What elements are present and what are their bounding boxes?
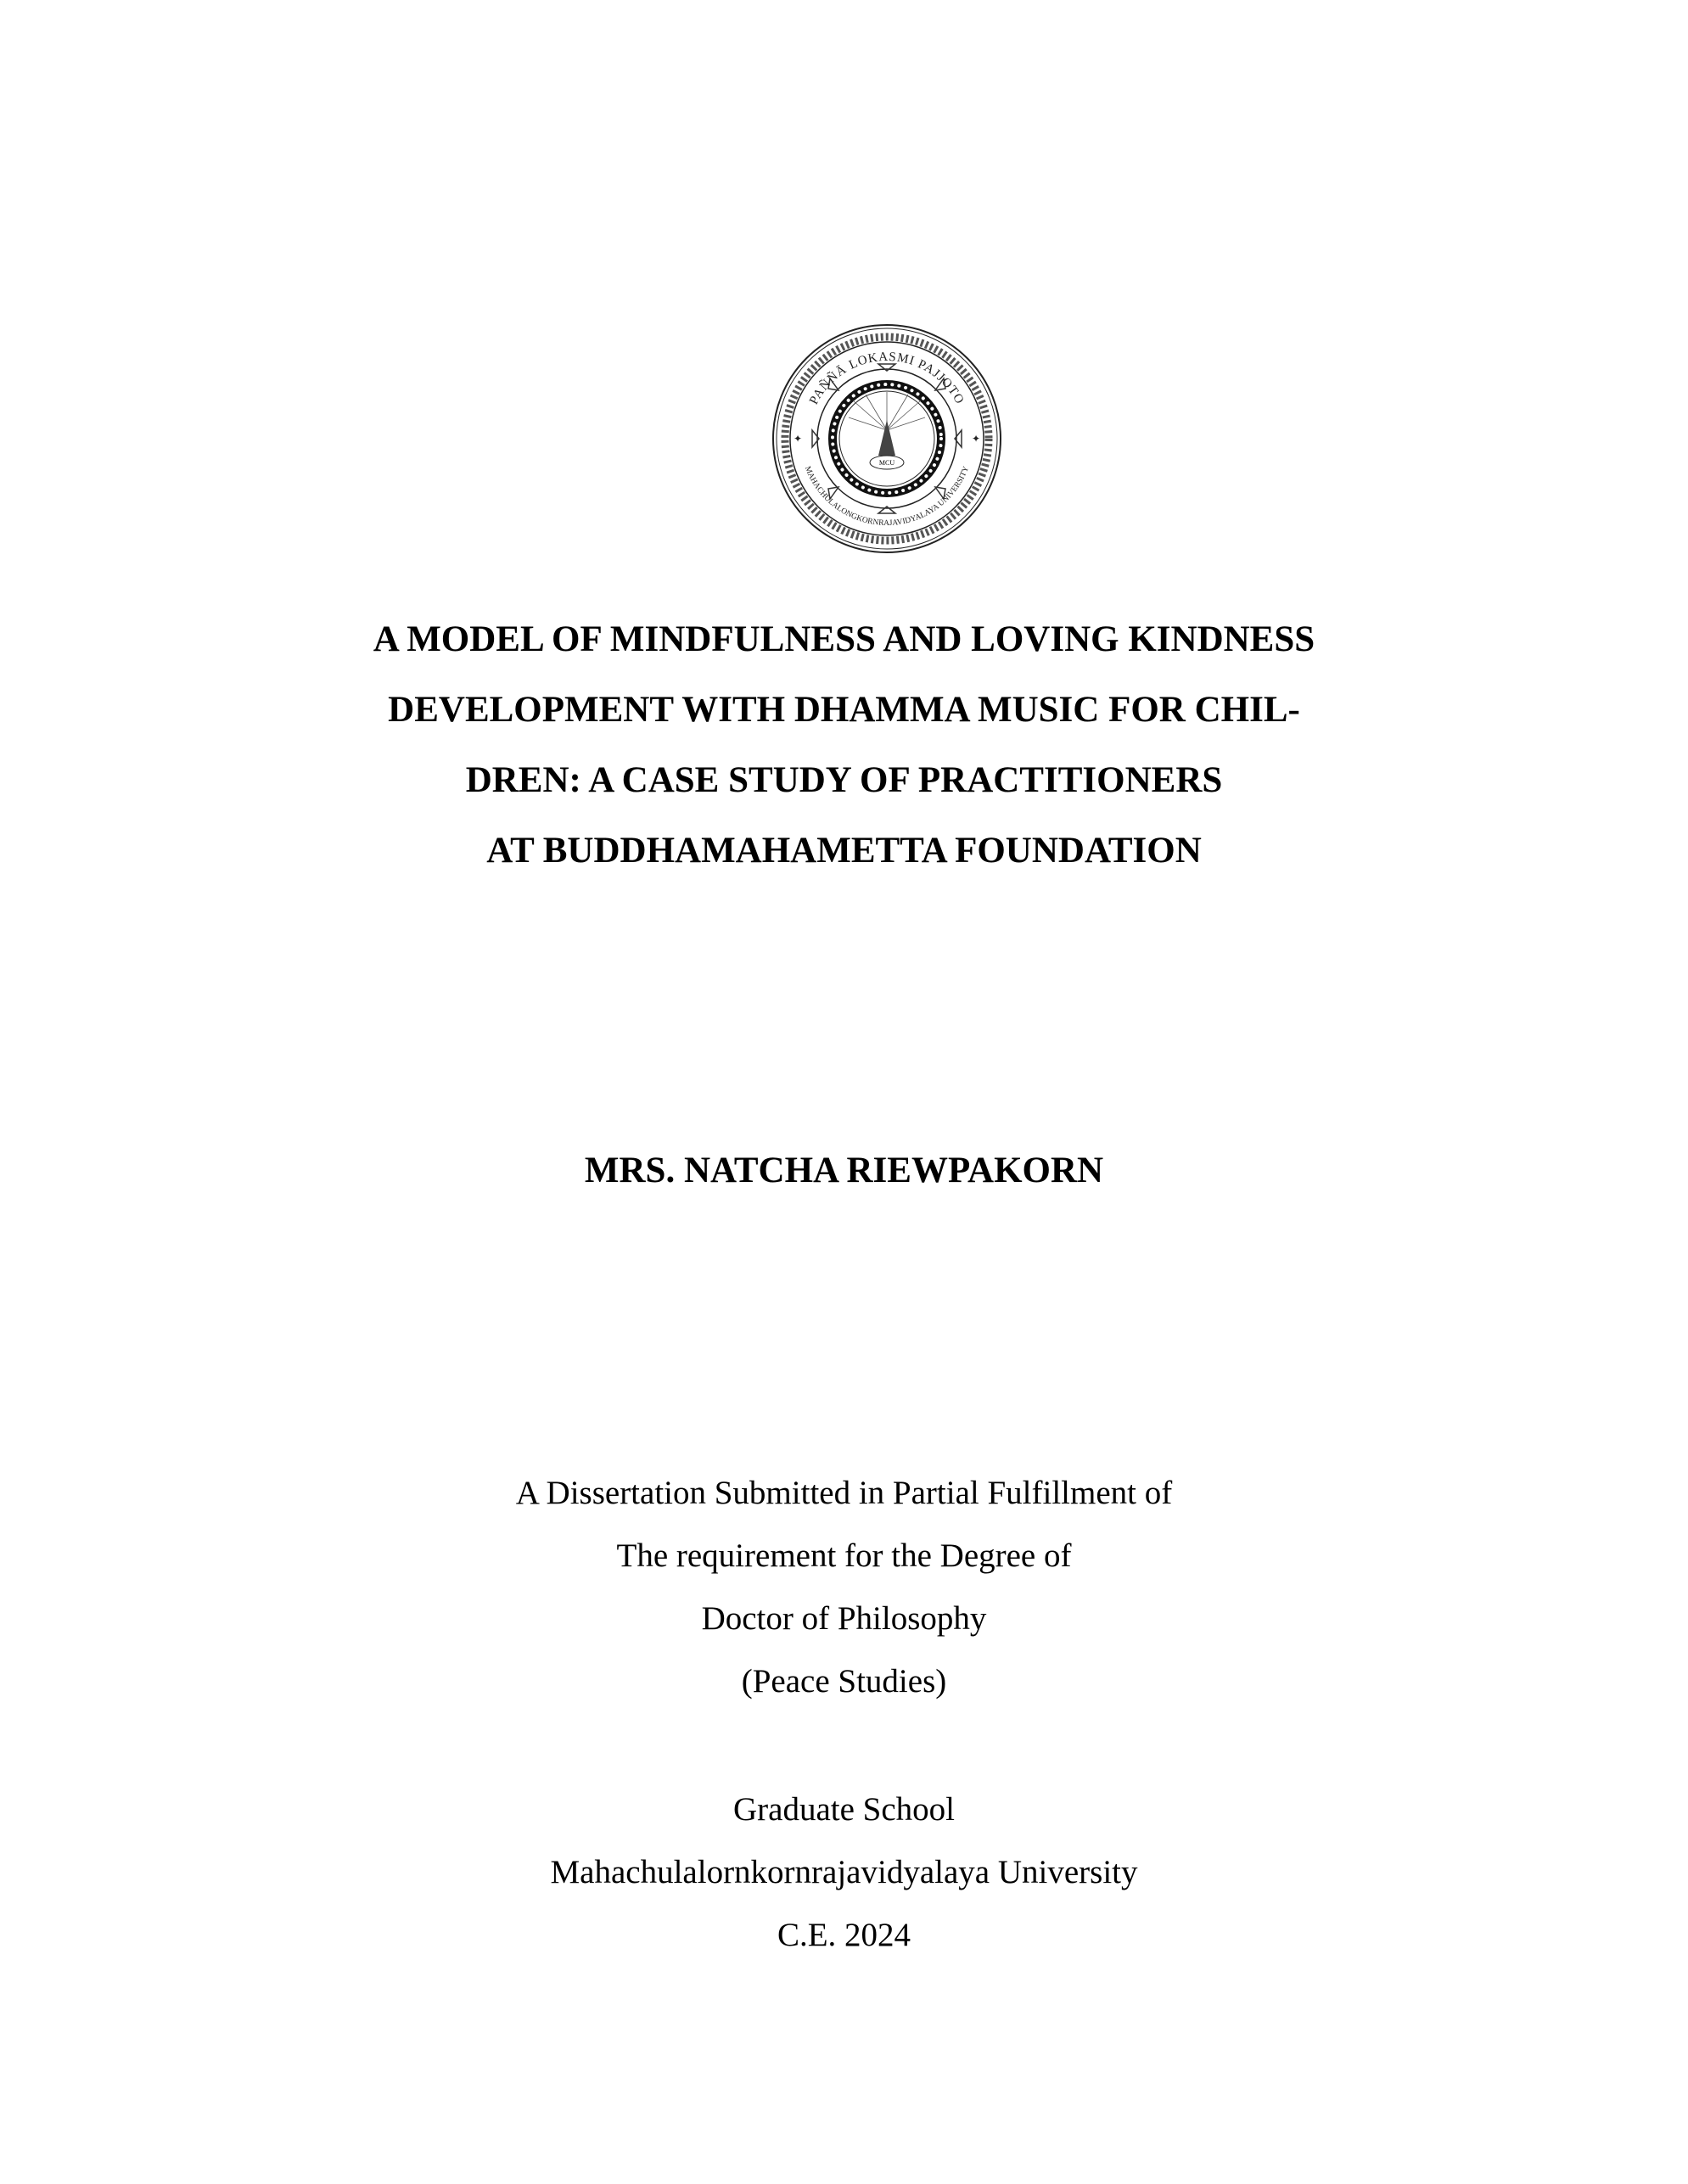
title-line: DEVELOPMENT WITH DHAMMA MUSIC FOR CHIL- [388, 690, 1300, 730]
submission-line: A Dissertation Submitted in Partial Fulfillment of [515, 1475, 1173, 1511]
author-name: MRS. NATCHA RIEWPAKORN [584, 1151, 1104, 1190]
title-line: A MODEL OF MINDFULNESS AND LOVING KINDNESS [373, 619, 1315, 659]
institution-line: C.E. 2024 [777, 1917, 911, 1953]
institution-block [0, 1778, 1688, 1967]
seal-motto: PAÑÑĀ LOKASMI PAJJOTO [807, 350, 967, 407]
title-line: AT BUDDHAMAHAMETTA FOUNDATION [486, 831, 1202, 871]
seal-university-name: MAHACHULALONGKORNRAJAVIDYALAYA UNIVERSITY [802, 465, 972, 529]
submission-line: Doctor of Philosophy [701, 1600, 987, 1637]
university-seal [768, 320, 1006, 557]
svg-text:✦: ✦ [794, 433, 803, 445]
dissertation-title [0, 604, 1688, 886]
submission-line: The requirement for the Degree of [616, 1537, 1072, 1574]
title-line: DREN: A CASE STUDY OF PRACTITIONERS [465, 760, 1223, 800]
submission-line: (Peace Studies) [741, 1663, 947, 1700]
svg-text:✦: ✦ [972, 433, 981, 445]
submission-statement [0, 1462, 1688, 1713]
institution-line: Graduate School [732, 1791, 955, 1828]
seal-center-text: MCU [878, 459, 895, 467]
institution-line: Mahachulalornkornrajavidyalaya University [550, 1854, 1138, 1890]
